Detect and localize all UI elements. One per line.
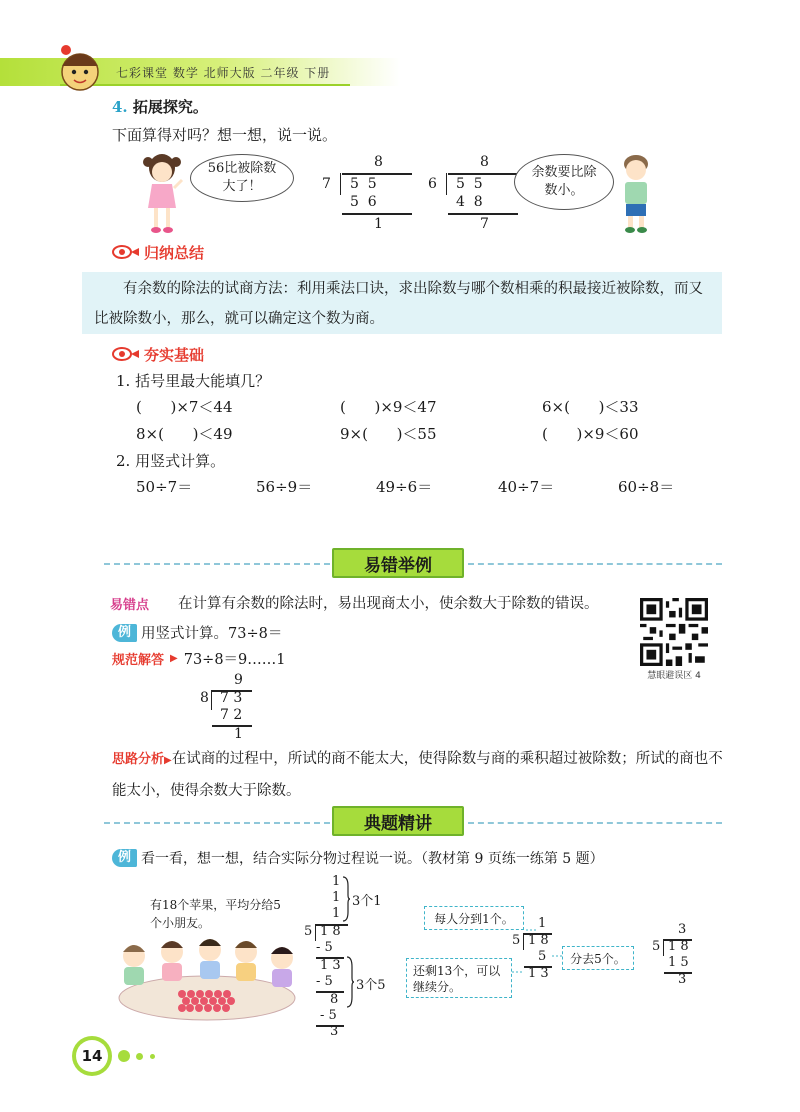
subtraction-line [212, 725, 252, 727]
quotient-step: 1 [332, 906, 341, 921]
example-tag: 例 [112, 624, 137, 642]
summary-heading: 归纳总结 [144, 244, 205, 262]
divisor: 5 [304, 924, 313, 939]
divisor: 6 [428, 176, 437, 192]
banner-divider-right [468, 822, 722, 824]
brace-icon [342, 876, 350, 922]
qr-caption: 慧眼避误区 4 [647, 671, 701, 681]
subtraction-line [448, 213, 518, 215]
product: 5 [538, 949, 547, 964]
girl-illustration [138, 150, 186, 236]
arrow-icon: ▶ [164, 755, 172, 766]
note-left-text: 还剩13个，可以继续分。 [413, 964, 501, 994]
picture-caption: 有18个苹果，平均分给5个小朋友。 [150, 898, 281, 930]
remainder: 1 [374, 216, 383, 232]
section-number: 4. [112, 98, 128, 116]
analysis-text: 在试商的过程中，所试的商不能太大，使得除数与商的乘积超过被除数；所试的商也不能太小，使得余数大于除数。 [112, 751, 723, 799]
remainder: 7 [480, 216, 489, 232]
step: - 5 [320, 1008, 337, 1023]
division-bracket [663, 939, 664, 956]
summary-box [82, 272, 722, 334]
analysis-paragraph [112, 744, 732, 806]
children-sharing-apples-illustration [112, 934, 302, 1026]
quotient: 8 [480, 154, 489, 170]
note-each-text: 每人分到1个。 [434, 911, 514, 926]
decorative-dot [150, 1054, 155, 1059]
note-left-box [406, 958, 512, 998]
divisor: 8 [200, 690, 209, 706]
division-bracket [340, 173, 341, 195]
step: 1 3 [320, 958, 341, 973]
note-out-text: 分去5个。 [570, 951, 626, 966]
arrow-icon: ▶ [170, 653, 178, 664]
quotient: 3 [678, 922, 687, 937]
lecture-banner: 典题精讲 [332, 806, 464, 836]
mistake-point-text: 在计算有余数的除法时，易出现商太小，使余数大于除数的错误。 [178, 596, 599, 612]
banner-divider-right [468, 563, 722, 565]
step: - 5 [316, 974, 333, 989]
dividend: 5 5 [456, 176, 483, 192]
mistake-long-division [196, 672, 266, 742]
brace-label: 3个5 [356, 978, 386, 993]
example-row [112, 622, 282, 643]
q1-item: 6×( )＜33 [542, 398, 639, 416]
girl-bubble-text: 56比被除数大了！ [207, 161, 277, 194]
division-bracket [446, 173, 447, 195]
section-4-question: 下面算得对吗？想一想，说一说。 [112, 126, 338, 144]
eye-icon [112, 245, 140, 259]
basics-question-2: 2. 用竖式计算。 [116, 452, 226, 470]
q1-item: ( )×9＜60 [542, 425, 639, 443]
boy-illustration [614, 150, 658, 236]
divisor: 5 [652, 939, 661, 954]
q2-item: 49÷6＝ [376, 478, 433, 496]
quotient-step: 1 [332, 874, 341, 889]
divisor: 5 [512, 933, 521, 948]
remainder: 1 [234, 726, 243, 742]
note-out-box [562, 946, 634, 970]
remainder: 1 3 [528, 966, 549, 981]
product: 4 8 [456, 194, 483, 210]
lecture-final-division [650, 922, 706, 992]
analysis-label: 思路分析 [112, 752, 165, 767]
division-bar [342, 173, 412, 175]
q1-item: 8×( )＜49 [136, 425, 233, 443]
product: 1 5 [668, 955, 689, 970]
mascot-icon [52, 40, 108, 96]
boy-speech-bubble [514, 154, 614, 210]
girl-speech-bubble [190, 154, 294, 202]
quotient: 1 [538, 916, 547, 931]
eye-icon [112, 347, 140, 361]
decorative-dot [118, 1050, 130, 1062]
q1-item: ( )×9＜47 [340, 398, 437, 416]
lecture-main-division [302, 874, 392, 1039]
example-tag: 例 [112, 849, 137, 867]
step: 8 [330, 992, 339, 1007]
mistake-point-label: 易错点 [110, 598, 150, 613]
mistakes-banner: 易错举例 [332, 548, 464, 578]
dividend: 1 8 [320, 924, 341, 939]
brace-icon [346, 956, 354, 1008]
division-bracket [211, 690, 212, 710]
long-division-1 [318, 154, 408, 238]
basics-heading: 夯实基础 [144, 346, 205, 364]
remainder: 3 [678, 972, 687, 987]
section-4-title [112, 96, 208, 117]
step: - 5 [316, 940, 333, 955]
banner-divider-left [104, 822, 330, 824]
brace-label: 3个1 [352, 894, 382, 909]
divisor: 7 [322, 176, 331, 192]
q2-item: 50÷7＝ [136, 478, 193, 496]
page-number-badge [72, 1036, 112, 1076]
dividend: 5 5 [350, 176, 377, 192]
product: 7 2 [220, 707, 243, 723]
answer-row [112, 648, 286, 669]
qr-code-icon[interactable] [640, 598, 708, 666]
example-text: 看一看，想一想，结合实际分物过程说一说。（教材第 9 页练一练第 5 题） [141, 851, 604, 867]
quotient: 9 [234, 672, 243, 688]
dividend: 1 8 [668, 939, 689, 954]
example-text: 用竖式计算。73÷8＝ [141, 626, 283, 642]
division-bracket [315, 924, 316, 941]
dividend: 1 8 [528, 933, 549, 948]
q1-item: 9×( )＜55 [340, 425, 437, 443]
decorative-dot [136, 1053, 143, 1060]
q2-item: 40÷7＝ [498, 478, 555, 496]
dividend: 7 3 [220, 690, 243, 706]
banner-divider-left [104, 563, 330, 565]
q2-item: 56÷9＝ [256, 478, 313, 496]
quotient-step: 1 [332, 890, 341, 905]
section-title-text: 拓展探究。 [132, 98, 208, 116]
division-bar [448, 173, 518, 175]
book-info: 七彩课堂 数学 北师大版 二年级 下册 [116, 66, 331, 80]
summary-text: 有余数的除法的试商方法：利用乘法口诀，求出除数与哪个数相乘的积最接近被除数，而又比被除数小，那么，就可以确定这个数为商。 [94, 281, 703, 327]
step: 3 [330, 1024, 339, 1039]
answer-text: 73÷8＝9……1 [183, 652, 286, 668]
subtraction-line [342, 213, 412, 215]
quotient: 8 [374, 154, 383, 170]
long-division-2 [424, 154, 514, 238]
q1-item: ( )×7＜44 [136, 398, 233, 416]
answer-label: 规范解答 [112, 653, 165, 668]
page-number: 14 [76, 1040, 108, 1072]
product: 5 6 [350, 194, 377, 210]
connector-lines [512, 926, 568, 980]
boy-bubble-text: 余数要比除数小。 [531, 165, 597, 198]
basics-question-1: 1. 括号里最大能填几？ [116, 372, 271, 390]
lecture-example-row [112, 848, 604, 868]
note-each-box [424, 906, 524, 930]
q2-item: 60÷8＝ [618, 478, 675, 496]
